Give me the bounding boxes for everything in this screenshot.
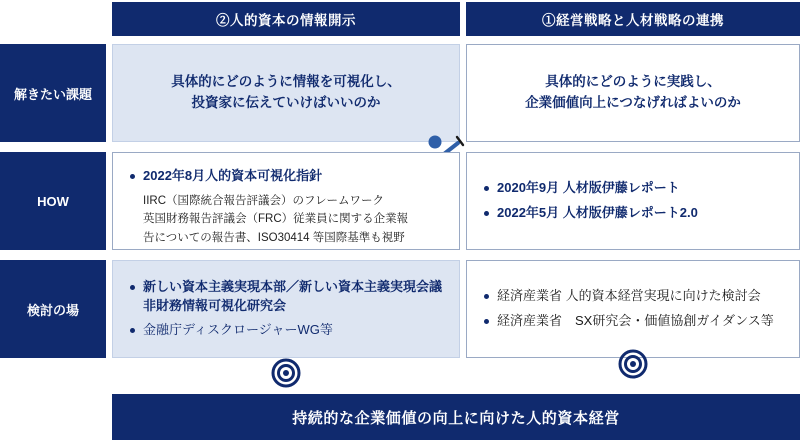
target-icon-left — [271, 358, 301, 388]
how-note-line1: IIRC（国際統合報告評議会）のフレームワーク — [143, 194, 385, 207]
list-item: 2022年5月 人材版伊藤レポート2.0 — [483, 204, 783, 223]
bottom-banner: 持続的な企業価値の向上に向けた人的資本経営 — [112, 394, 800, 440]
column-header-strategy-linkage: ①経営戦略と人材戦略の連携 — [466, 2, 800, 36]
how-note-line3: 告についての報告書、ISO30414 等国際基準も視野 — [143, 232, 405, 245]
list-item: 2022年8月人的資本可視化指針 — [129, 167, 445, 186]
row-label-how: HOW — [0, 152, 106, 250]
row-label-issue: 解きたい課題 — [0, 44, 106, 142]
issue-right-line2: 企業価値向上につなげればよいのか — [525, 95, 741, 110]
how-disclosure-list — [129, 167, 445, 186]
place-disclosure-list — [129, 278, 443, 341]
how-strategy-list — [483, 179, 783, 223]
list-item: 2020年9月 人材版伊藤レポート — [483, 179, 783, 198]
list-item: 新しい資本主義実現本部／新しい資本主義実現会議 非財務情報可視化研究会 — [129, 278, 443, 316]
cell-issue-strategy-text — [467, 45, 799, 141]
issue-left-line2: 投資家に伝えていけばいいのか — [191, 95, 381, 110]
target-icon-right — [618, 349, 648, 379]
cell-issue-disclosure — [112, 44, 460, 142]
issue-left-line1: 具体的にどのように情報を可視化し、 — [171, 74, 401, 90]
how-disclosure-note — [143, 192, 445, 248]
cell-how-disclosure — [112, 152, 460, 250]
cell-how-disclosure-body — [113, 153, 459, 249]
cell-how-strategy-body — [467, 153, 799, 249]
list-item: 経済産業省 SX研究会・価値協創ガイダンス等 — [483, 312, 783, 331]
cell-place-strategy-body — [467, 261, 799, 357]
cell-place-disclosure-body — [113, 261, 459, 357]
cell-issue-strategy — [466, 44, 800, 142]
place-strategy-list — [483, 287, 783, 331]
cell-issue-disclosure-text — [113, 45, 459, 141]
list-item: 経済産業省 人的資本経営実現に向けた検討会 — [483, 287, 783, 306]
how-note-line2: 英国財務報告評議会（FRC）従業員に関する企業報 — [143, 213, 409, 226]
cell-place-strategy — [466, 260, 800, 358]
issue-right-line1: 具体的にどのように実践し、 — [545, 74, 721, 90]
cell-place-disclosure — [112, 260, 460, 358]
row-label-place: 検討の場 — [0, 260, 106, 358]
cell-how-strategy — [466, 152, 800, 250]
column-header-information-disclosure: ②人的資本の情報開示 — [112, 2, 460, 36]
list-item: 金融庁ディスクロージャーWG等 — [129, 321, 443, 340]
